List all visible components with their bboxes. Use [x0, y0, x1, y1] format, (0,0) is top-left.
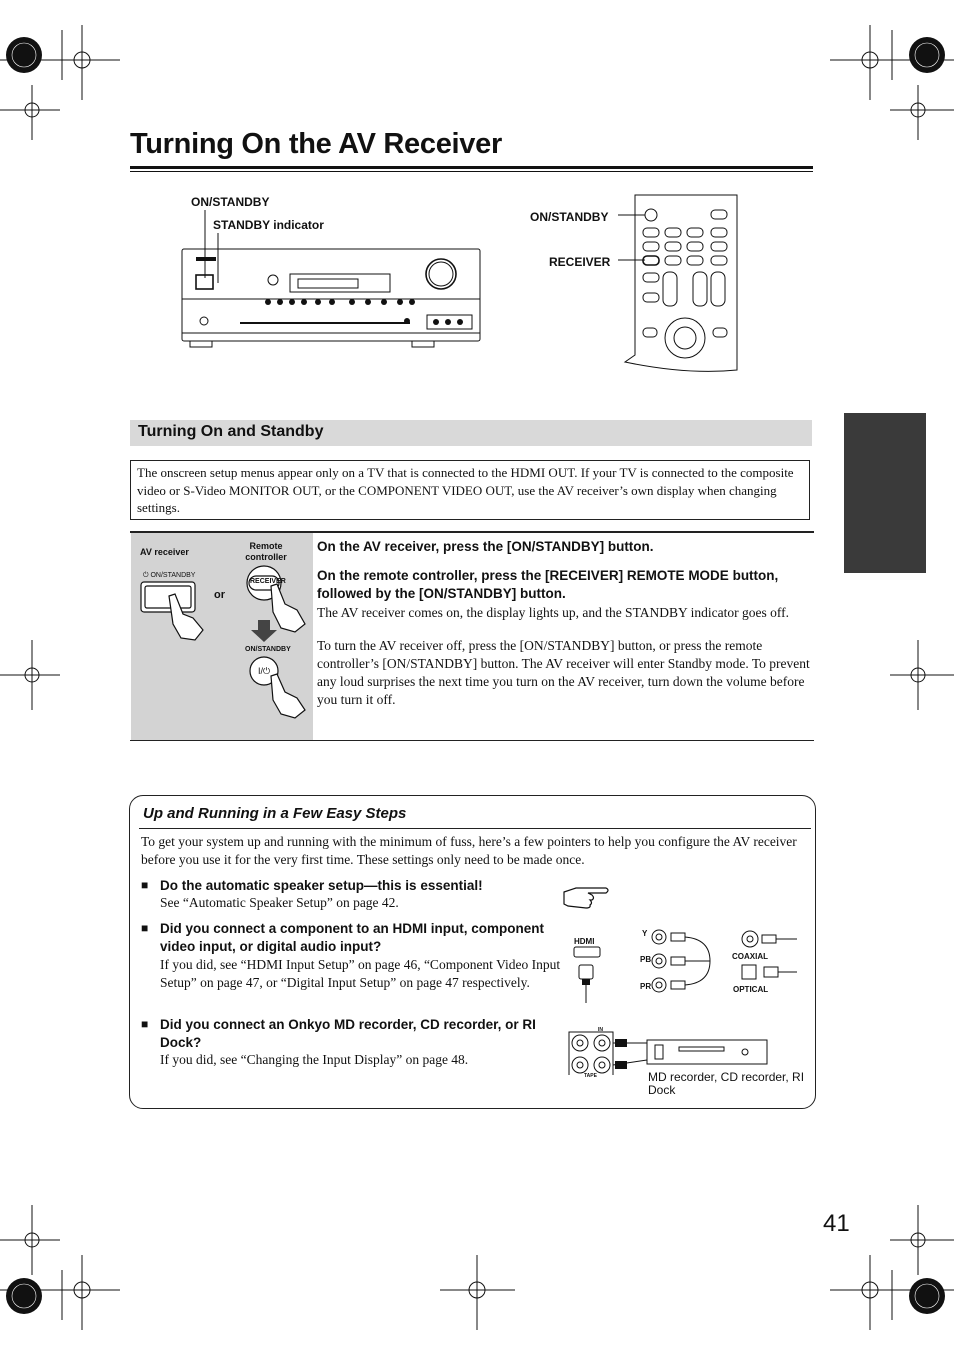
in-label: IN — [598, 1027, 603, 1033]
page-title: Turning On the AV Receiver — [130, 128, 502, 160]
bullet-icon: ■ — [141, 878, 149, 892]
remote-controller-illustration — [615, 190, 755, 375]
tip-item-3-head: Did you connect an Onkyo MD recorder, CD recorder, or RI Dock? — [160, 1017, 536, 1050]
title-rule — [130, 166, 813, 169]
turn-off-paragraph: To turn the AV receiver off, press the [ON/STANDBY] button, or press the remote controller’s [ON/STANDBY] button. The AV receiver will enter Standby mode. To prevent any loud surprises the next time you turn on the AV receiver, turn down the volume before you turn it off. — [317, 638, 810, 707]
av-receiver-caption: AV receiver — [140, 547, 189, 557]
standby-indicator-label: STANDBY indicator — [213, 218, 324, 232]
title-rule-thin — [130, 171, 813, 172]
pr-label: PR — [640, 982, 652, 991]
tip-title-rule — [139, 828, 811, 829]
tip-item-2-head: Did you connect a component to an HDMI input, component video input, or digital audio input? — [160, 921, 544, 954]
receiver-on-standby-label: ON/STANDBY — [191, 195, 270, 209]
chapter-side-tab — [844, 413, 926, 573]
y-label: Y — [642, 929, 648, 938]
step-1: On the AV receiver, press the [ON/STANDBY] button. — [317, 539, 654, 554]
note-box: The onscreen setup menus appear only on a TV that is connected to the HDMI OUT. If your TV is connected to the composite video or S-Video MONITOR OUT, or the COMPONENT VIDEO OUT, use the AV receiver’s own display when changing settings. — [130, 460, 810, 520]
bullet-icon: ■ — [141, 1017, 149, 1031]
tip-item-3-text: If you did, see “Changing the Input Display” on page 48. — [160, 1052, 469, 1067]
pb-label: PB — [640, 955, 652, 964]
power-symbol-label: I/⏻ — [258, 666, 271, 676]
step-result-paragraph: The AV receiver comes on, the display lights up, and the STANDBY indicator goes off. — [317, 605, 789, 620]
optical-label: OPTICAL — [733, 985, 769, 994]
remote-controller-caption: Remote controller — [245, 541, 287, 562]
procedure-bottom-rule — [130, 740, 814, 741]
tip-intro: To get your system up and running with the minimum of fuss, here’s a few pointers to help you configure the AV receiver before you use it for the very first time. These settings only need to be made once. — [141, 834, 797, 867]
hdmi-label: HDMI — [574, 937, 595, 946]
md-recorder-caption: MD recorder, CD recorder, RI Dock — [648, 1070, 805, 1097]
pointing-hand-icon — [562, 884, 612, 910]
or-label: or — [214, 589, 225, 601]
tip-item-1-head: Do the automatic speaker setup—this is essential! — [160, 878, 483, 893]
on-standby-small-label: ⏻ ON/STANDBY — [143, 572, 196, 579]
tip-item-1-text: See “Automatic Speaker Setup” on page 42. — [160, 895, 399, 910]
receiver-front-panel-illustration — [180, 205, 485, 355]
remote-on-standby-label: ON/STANDBY — [530, 210, 609, 224]
tape-label: TAPE — [584, 1073, 597, 1079]
page-number: 41 — [823, 1210, 850, 1237]
remote-receiver-label: RECEIVER — [549, 255, 611, 269]
receiver-button-label: RECEIVER — [250, 578, 286, 585]
step-2: On the remote controller, press the [RECEIVER] REMOTE MODE button, followed by the [ON/STANDBY] button. — [317, 568, 779, 601]
connection-diagram — [565, 925, 815, 1075]
tip-item-2-text: If you did, see “HDMI Input Setup” on page 46, “Component Video Input Setup” on page 47, or “Digital Input Setup” on page 47 respectively. — [160, 957, 561, 990]
coaxial-label: COAXIAL — [732, 952, 768, 961]
section-title: Turning On and Standby — [138, 423, 324, 440]
on-standby-remote-label: ON/STANDBY — [245, 646, 291, 653]
bullet-icon: ■ — [141, 921, 149, 935]
tip-title: Up and Running in a Few Easy Steps — [143, 805, 407, 822]
